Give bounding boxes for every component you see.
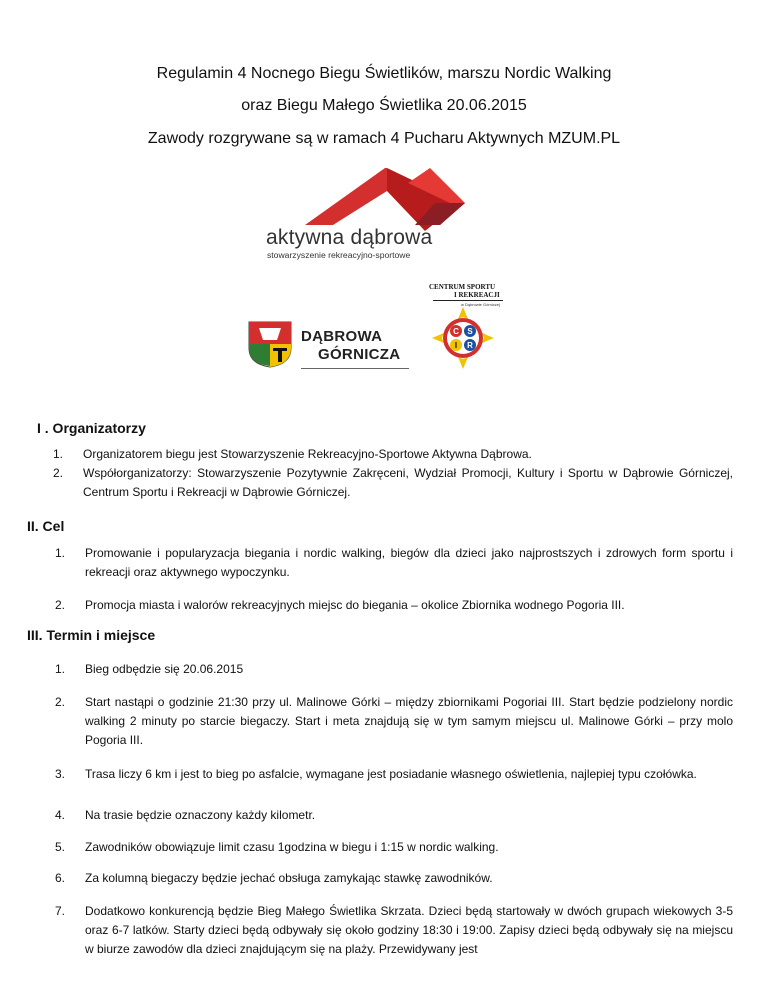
csir-location: w Dąbrowie Górniczej — [461, 302, 500, 307]
list-item-text: Zawodników obowiązuje limit czasu 1godzina w biegu i 1:15 w nordic walking. — [85, 840, 499, 854]
list-item-text: Bieg odbędzie się 20.06.2015 — [85, 662, 244, 676]
list-item-number: 6. — [55, 871, 66, 885]
list-item-text: Za kolumną biegaczy będzie jechać obsługa zamykając stawkę zawodników. — [85, 871, 493, 885]
list-item — [55, 660, 733, 679]
list-item-number: 1. — [55, 546, 66, 560]
list-item-number: 7. — [55, 904, 66, 918]
document-title-line-1: Regulamin 4 Nocnego Biegu Świetlików, marszu Nordic Walking — [156, 65, 612, 82]
aktywna-dabrowa-name: aktywna dąbrowa — [266, 226, 433, 249]
section-heading-organizers: I . Organizatorzy — [37, 420, 146, 436]
city-crest-icon — [247, 320, 293, 368]
list-item — [55, 693, 733, 750]
list-item-number: 5. — [55, 840, 66, 854]
list-item — [55, 544, 733, 582]
list-item-number: 2. — [53, 466, 64, 480]
list-item-number: 1. — [55, 662, 66, 676]
list-item — [55, 838, 733, 857]
list-item-number: 1. — [53, 447, 64, 461]
csir-letter-s: S — [467, 327, 473, 336]
csir-compass-logo — [432, 307, 494, 369]
list-item — [53, 445, 733, 464]
list-item-text: Start nastąpi o godzinie 21:30 przy ul. Malinowe Górki – między zbiornikami Pogoriai III. Start będzie podzielony nordic walking 2 minuty po starcie biegaczy. Start i meta znajdują się w tym samym miejscu ul. Malinowe Górki – przy molo Pogoria III. — [85, 695, 733, 747]
list-item-number: 3. — [55, 767, 66, 781]
csir-divider — [433, 300, 503, 301]
csir-name-line-2: I REKREACJI — [454, 291, 500, 299]
city-name-line-2: GÓRNICZA — [318, 346, 401, 363]
list-item-text: Organizatorem biegu jest Stowarzyszenie Rekreacyjno-Sportowe Aktywna Dąbrowa. — [83, 447, 532, 461]
city-name-line-1: DĄBROWA — [301, 328, 383, 345]
section-heading-term-place: III. Termin i miejsce — [27, 627, 156, 643]
list-item — [55, 596, 733, 615]
list-item-number: 2. — [55, 598, 66, 612]
list-item — [55, 765, 733, 784]
city-name-underline — [301, 368, 409, 369]
list-item-text: Współorganizatorzy: Stowarzyszenie Pozytywnie Zakręceni, Wydział Promocji, Kultury i Sportu w Dąbrowie Górniczej, Centrum Sportu i Rekreacji w Dąbrowie Górniczej. — [83, 466, 733, 499]
csir-name-line-1: CENTRUM SPORTU — [429, 283, 496, 291]
list-item-text: Promowanie i popularyzacja biegania i nordic walking, biegów dla dzieci jako najprostszych i zdrowych form sportu i rekreacji oraz aktywnego wypoczynku. — [85, 546, 733, 579]
list-item — [53, 464, 733, 502]
section-heading-goal: II. Cel — [27, 518, 65, 534]
list-item — [55, 806, 733, 825]
list-item-number: 2. — [55, 695, 66, 709]
list-item-number: 4. — [55, 808, 66, 822]
aktywna-dabrowa-subtitle: stowarzyszenie rekreacyjno-sportowe — [267, 250, 411, 260]
list-item-text: Trasa liczy 6 km i jest to bieg po asfalcie, wymagane jest posiadanie własnego oświetlenia, najlepiej typu czołówka. — [85, 767, 697, 781]
list-item-text: Promocja miasta i walorów rekreacyjnych miejsc do biegania – okolice Zbiornika wodnego Pogoria III. — [85, 598, 625, 612]
list-item-text: Dodatkowo konkurencją będzie Bieg Małego Świetlika Skrzata. Dzieci będą startowały w dwóch grupach wiekowych 3-5 oraz 6-7 latków. Starty dzieci będą odbywały się około godziny 18:30 i 19:00. Zapisy dzieci będą odbywały się na miejscu w biurze zawodów dla dzieci znajdującym się na plaży. Przewidywany jest — [85, 904, 733, 956]
csir-letter-i: I — [454, 341, 458, 350]
csir-letter-c: C — [453, 327, 459, 336]
document-title-line-2: oraz Biegu Małego Świetlika 20.06.2015 — [241, 97, 527, 114]
list-item — [55, 902, 733, 959]
list-item-text: Na trasie będzie oznaczony każdy kilometr. — [85, 808, 316, 822]
list-item — [55, 869, 733, 888]
csir-letter-r: R — [467, 341, 473, 350]
document-title-line-3: Zawody rozgrywane są w ramach 4 Pucharu Aktywnych MZUM.PL — [147, 130, 621, 147]
